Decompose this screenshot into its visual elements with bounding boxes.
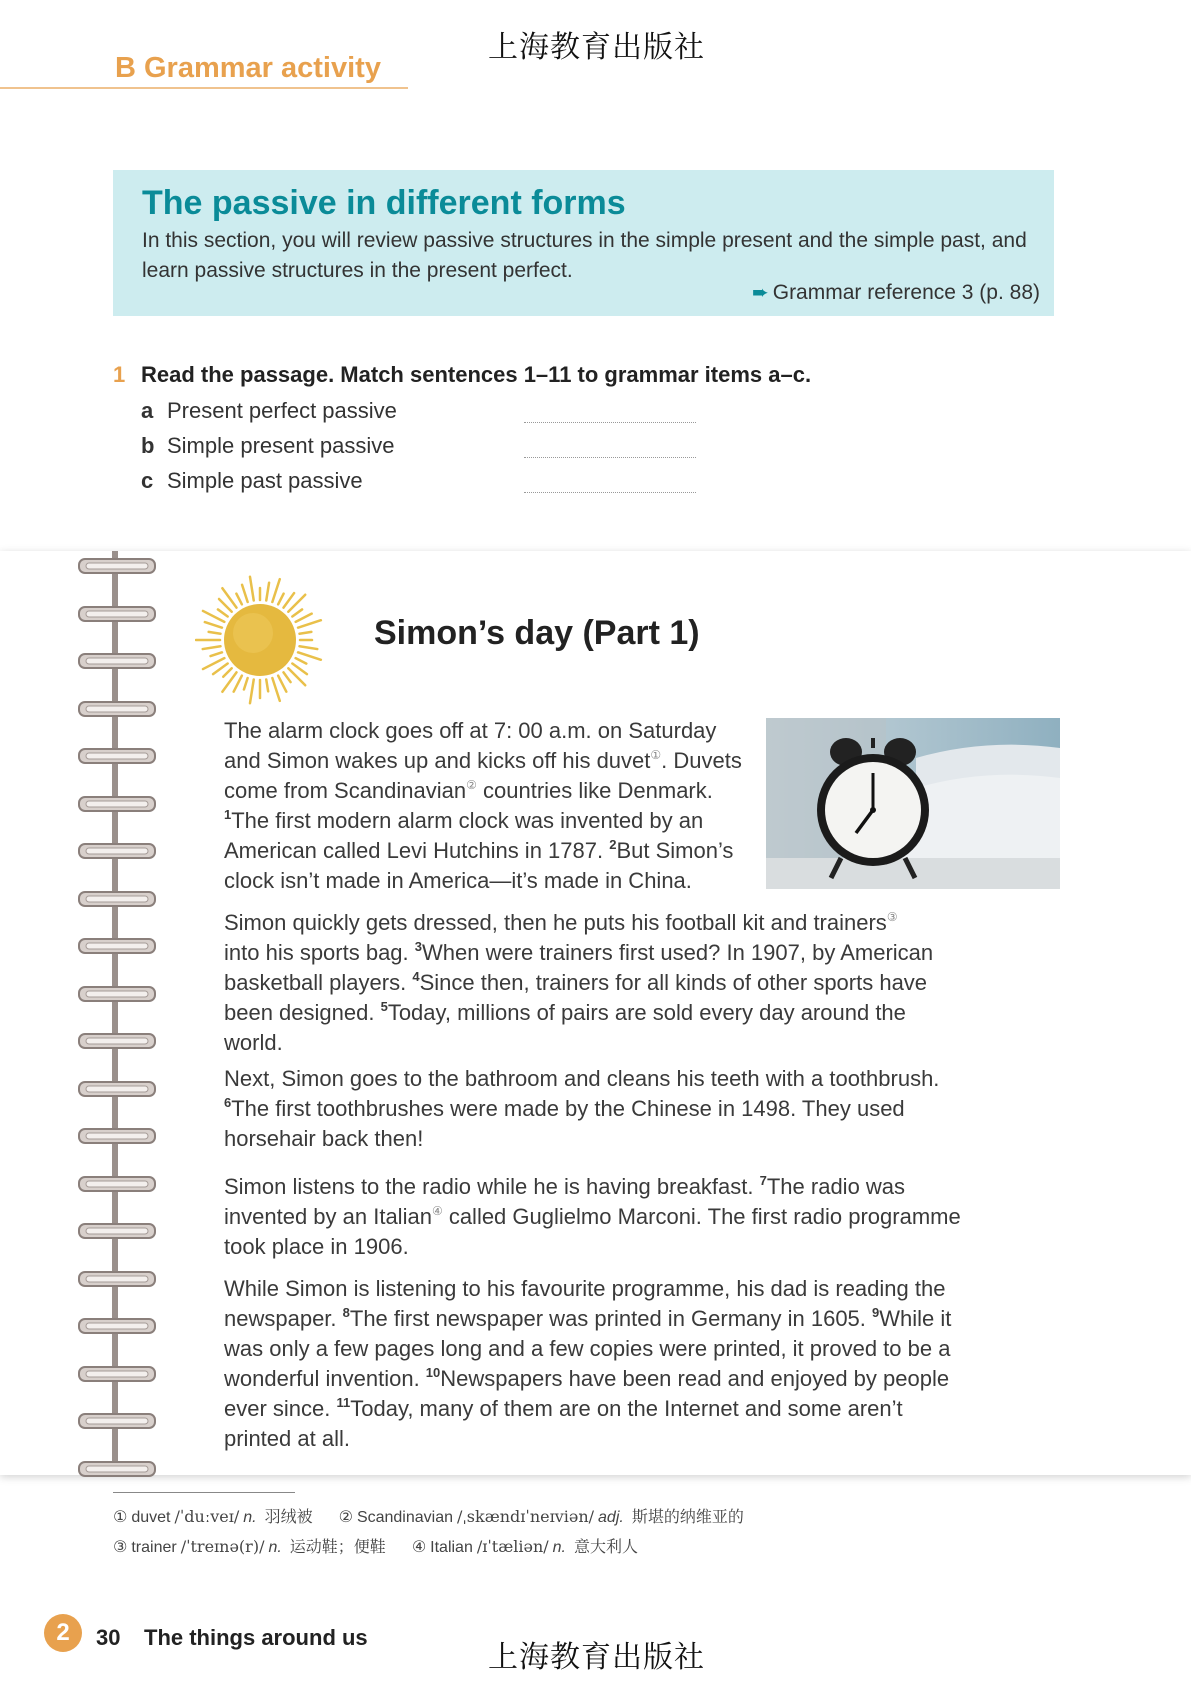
story-paragraph: [224, 908, 933, 1058]
story-text: While Simon is listening to his favourite programme, his dad is reading the: [224, 1276, 946, 1301]
spiral-ring: [78, 1268, 156, 1290]
sentence-number: 4: [412, 969, 420, 984]
footnote-pos: adj.: [598, 1509, 624, 1526]
story-line: [224, 1232, 961, 1262]
story-line: [224, 1172, 961, 1202]
grammar-reference-text: Grammar reference 3 (p. 88): [772, 281, 1040, 304]
story-line: [224, 866, 742, 896]
story-text: The first modern alarm clock was invented by an: [231, 808, 704, 833]
footnote-phonetic: /ˌskændɪˈneɪviən/: [457, 1507, 595, 1526]
footnote-phonetic: /ɪˈtæliən/: [476, 1537, 549, 1556]
spiral-ring: [78, 1030, 156, 1052]
option-label: Simple past passive: [167, 468, 363, 493]
alarm-clock-photo: [766, 718, 1060, 889]
story-text: Newspapers have been read and enjoyed by people: [440, 1366, 950, 1391]
spiral-ring: [78, 1173, 156, 1195]
sentence-number: 5: [380, 999, 388, 1014]
footnote-item: [113, 1539, 390, 1556]
story-text: Simon listens to the radio while he is having breakfast.: [224, 1174, 760, 1199]
option-a: [141, 398, 397, 424]
option-label: Simple present passive: [167, 433, 395, 458]
story-text: . Duvets: [661, 748, 742, 773]
spiral-ring: [78, 555, 156, 577]
spiral-ring: [78, 1458, 156, 1480]
section-title: B Grammar activity: [115, 52, 381, 84]
spiral-ring: [78, 1410, 156, 1432]
story-line: [224, 1274, 951, 1304]
spiral-ring: [78, 650, 156, 672]
story-text: The alarm clock goes off at 7: 00 a.m. on Saturday: [224, 718, 717, 743]
footnote-translation: 运动鞋；便鞋: [289, 1539, 386, 1556]
footnote-mark: ①: [113, 1509, 128, 1526]
story-text: When were trainers first used? In 1907, by American: [422, 940, 934, 965]
story-line: [224, 1202, 961, 1232]
story-text: come from Scandinavian: [224, 778, 467, 803]
option-letter: c: [141, 468, 154, 493]
story-text: Today, millions of pairs are sold every day around the: [387, 1000, 906, 1025]
info-box-title: The passive in different forms: [142, 184, 626, 222]
story-paragraph: [224, 1172, 961, 1262]
story-text: The radio was: [766, 1174, 906, 1199]
footnote-divider: [113, 1492, 295, 1493]
story-text: Today, many of them are on the Internet and some aren’t: [350, 1396, 903, 1421]
story-text: The first newspaper was printed in Germany in 1605.: [349, 1306, 873, 1331]
footnote-item: [339, 1509, 748, 1526]
story-line: [224, 776, 742, 806]
sentence-number: 1: [224, 807, 232, 822]
story-line: [224, 1334, 951, 1364]
info-box-text: In this section, you will review passive structures in the simple present and the simple past, and learn passive structures in the present perfect.: [142, 229, 1027, 282]
spiral-ring: [78, 888, 156, 910]
notebook-spiral-icon: [78, 551, 158, 1475]
story-text: basketball players.: [224, 970, 413, 995]
spiral-ring: [78, 1125, 156, 1147]
spiral-ring: [78, 1363, 156, 1385]
spiral-ring: [78, 840, 156, 862]
footnote-marker: ①: [650, 748, 662, 762]
story-text: ever since.: [224, 1396, 337, 1421]
footnote-word: trainer: [131, 1539, 177, 1556]
story-line: [224, 1094, 939, 1124]
publisher-header: 上海教育出版社: [488, 30, 705, 65]
footnote-mark: ②: [338, 1509, 353, 1526]
story-line: [224, 1028, 933, 1058]
footnote-phonetic: /ˈtreɪnə(r)/: [180, 1537, 265, 1556]
footnote-item: [412, 1539, 642, 1556]
answer-blank-c[interactable]: [524, 492, 696, 493]
spiral-ring: [78, 1220, 156, 1242]
footnote-translation: 斯堪的纳维亚的: [631, 1509, 744, 1526]
footnote-word: duvet: [131, 1509, 171, 1526]
sentence-number: 10: [425, 1365, 441, 1380]
section-divider: [0, 87, 408, 89]
footnote-marker: ④: [431, 1204, 443, 1218]
story-text: While it: [879, 1306, 952, 1331]
story-text: Since then, trainers for all kinds of other sports have: [419, 970, 928, 995]
story-text: newspaper.: [224, 1306, 343, 1331]
answer-blank-a[interactable]: [524, 422, 696, 423]
story-text: took place in 1906.: [224, 1234, 409, 1259]
answer-blank-b[interactable]: [524, 457, 696, 458]
footnote-row: [113, 1534, 664, 1557]
footnote-marker: ③: [886, 910, 898, 924]
spiral-ring: [78, 983, 156, 1005]
footnote-mark: ④: [411, 1539, 427, 1556]
story-line: [224, 1304, 951, 1334]
option-letter: a: [141, 398, 154, 423]
publisher-footer: 上海教育出版社: [488, 1640, 705, 1675]
story-text: Next, Simon goes to the bathroom and cleans his teeth with a toothbrush.: [224, 1066, 940, 1091]
sentence-number: 8: [342, 1305, 350, 1320]
story-paragraph: [224, 716, 742, 896]
story-line: [224, 998, 933, 1028]
story-text: called Guglielmo Marconi. The first radio programme: [442, 1204, 961, 1229]
story-title: Simon’s day (Part 1): [374, 614, 700, 652]
story-text: countries like Denmark.: [476, 778, 713, 803]
story-text: But Simon’s: [616, 838, 734, 863]
story-line: [224, 938, 933, 968]
footnote-pos: n.: [552, 1539, 566, 1556]
sentence-number: 11: [336, 1395, 351, 1410]
footnote-marker: ②: [466, 778, 477, 792]
story-line: [224, 806, 742, 836]
story-line: [224, 1424, 951, 1454]
option-label: Present perfect passive: [167, 398, 397, 423]
spiral-ring: [78, 1078, 156, 1100]
story-line: [224, 1064, 939, 1094]
footnote-translation: 羽绒被: [264, 1509, 313, 1526]
story-line: [224, 746, 742, 776]
story-text: clock isn’t made in America—it’s made in China.: [224, 868, 692, 893]
option-letter: b: [141, 433, 155, 458]
story-text: been designed.: [224, 1000, 381, 1025]
story-text: into his sports bag.: [224, 940, 415, 965]
option-b: [141, 433, 394, 459]
story-text: Simon quickly gets dressed, then he puts his football kit and trainers: [224, 910, 887, 935]
story-line: [224, 1394, 951, 1424]
sentence-number: 2: [609, 837, 617, 852]
spiral-ring: [78, 698, 156, 720]
footnote-pos: n.: [268, 1539, 282, 1556]
story-paragraph: [224, 1064, 939, 1154]
story-text: was only a few pages long and a few copies were printed, it proved to be a: [224, 1336, 951, 1361]
story-paragraph: [224, 1274, 951, 1454]
grammar-reference-link[interactable]: [752, 280, 1040, 305]
story-text: wonderful invention.: [224, 1366, 426, 1391]
story-line: [224, 716, 742, 746]
story-line: [224, 1364, 951, 1394]
story-text: and Simon wakes up and kicks off his duvet: [224, 748, 651, 773]
story-line: [224, 908, 933, 938]
footnote-phonetic: /ˈduːveɪ/: [174, 1507, 240, 1526]
footnote-item: [113, 1509, 317, 1526]
story-text: The first toothbrushes were made by the Chinese in 1498. They used: [231, 1096, 905, 1121]
option-c: [141, 468, 363, 494]
story-line: [224, 968, 933, 998]
spiral-ring: [78, 793, 156, 815]
story-text: American called Levi Hutchins in 1787.: [224, 838, 610, 863]
story-text: invented by an Italian: [224, 1204, 432, 1229]
story-text: printed at all.: [224, 1426, 350, 1451]
info-box: [113, 170, 1054, 316]
footnote-row: [113, 1504, 770, 1527]
sentence-number: 7: [759, 1173, 767, 1188]
task-instruction: Read the passage. Match sentences 1–11 to grammar items a–c.: [141, 362, 812, 387]
sentence-number: 9: [872, 1305, 880, 1320]
story-text: horsehair back then!: [224, 1126, 424, 1151]
spiral-ring: [78, 1315, 156, 1337]
footnote-translation: 意大利人: [573, 1539, 638, 1556]
sentence-number: 6: [224, 1095, 232, 1110]
footnote-mark: ③: [113, 1539, 128, 1556]
arrow-right-icon: ➨: [751, 282, 769, 304]
spiral-ring: [78, 745, 156, 767]
story-text: world.: [224, 1030, 283, 1055]
task-number: 1: [113, 362, 126, 387]
unit-badge: 2: [44, 1614, 82, 1652]
story-line: [224, 1124, 939, 1154]
spiral-ring: [78, 935, 156, 957]
footnote-pos: n.: [243, 1509, 257, 1526]
spiral-ring: [78, 603, 156, 625]
footnote-word: Scandinavian: [356, 1509, 454, 1526]
sun-icon: [195, 575, 325, 705]
footnote-word: Italian: [430, 1539, 473, 1556]
story-line: [224, 836, 742, 866]
unit-title: The things around us: [144, 1625, 368, 1650]
page-number: 30: [96, 1625, 121, 1650]
sentence-number: 3: [414, 939, 423, 954]
